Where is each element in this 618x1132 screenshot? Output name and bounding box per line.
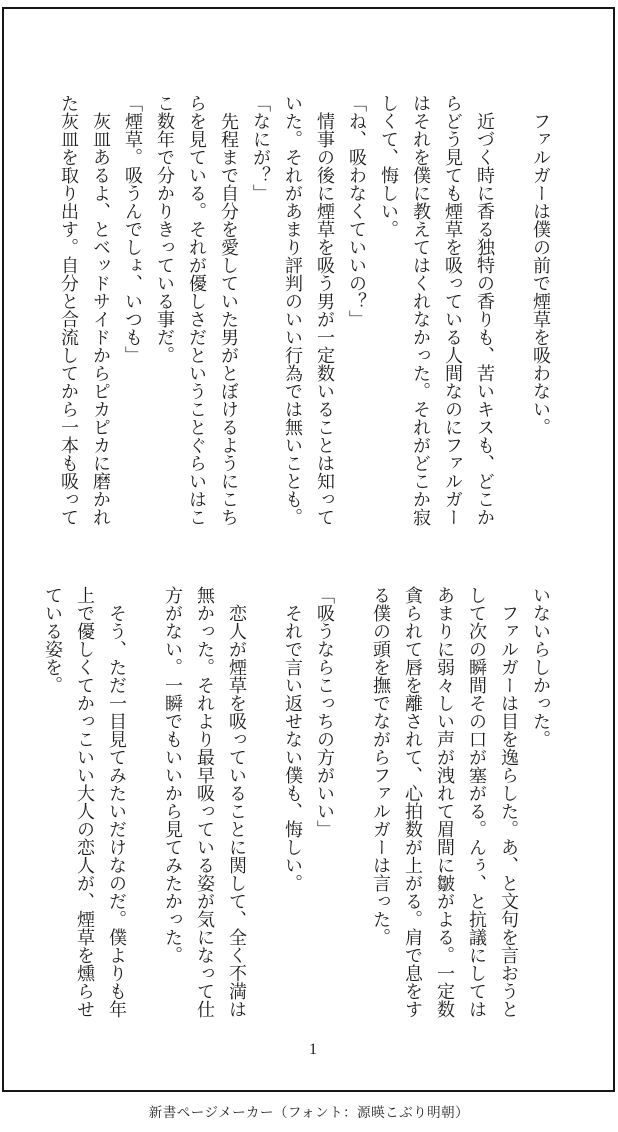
blank-line [341,586,365,1018]
paragraph: 「なにが？」 [251,94,271,202]
footer-caption: 新書ページメーカー（フォント：源暎こぶり明朝） [148,1105,470,1120]
paragraph: そう、ただ一目見てみたいだけなのだ。僕よりも年上で優しくてかっこいい大人の恋人が、煙草を燻らせている姿を。 [43,586,127,1018]
blank-line [133,586,157,1018]
paragraph: 「ね、吸わなくていいの？」 [347,94,367,328]
paragraph: 灰皿あるよ、とベッドサイドからピカピカに磨かれた灰皿を取り出す。自分と合流してから一本も吸って [59,94,111,526]
blank-line [253,586,277,1018]
paragraph: 先程まで自分を愛していた男がとぼけるようにこちらを見ている。それが優しさだということぐらいはここ数年で分かりきっている事だ。 [155,94,239,526]
page-number: 1 [309,1041,317,1058]
text-band-upper [53,94,557,526]
paragraph: 近づく時に香る独特の香りも、苦いキスも、どこからどう見ても煙草を吸っている人間なのにファルガーはそれを僕に教えてはくれなかった。それがどこか寂しくて、悔しい。 [379,94,495,526]
paragraph: いないらしかった。 [531,586,551,748]
paragraph: それで言い返せない僕も、悔しい。 [283,604,303,892]
paragraph: 情事の後に煙草を吸う男が一定数いることは知っていた。それがあまり評判のいい行為では無いことも。 [283,94,335,526]
paragraph: 「吸うならこっちの方がいい」 [315,586,335,838]
paragraph: ファルガーは目を逸らした。あ、と文句を言おうとして次の瞬間その口が塞がる。んぅ、と抗議にしてはあまりに弱々しい声が洩れて眉間に皺がよる。一定数貪られて唇を離されて、心拍数が上がる。肩で息をする僕の頭を撫でながらファルガーは言った。 [371,586,519,1018]
paragraph: 「煙草。吸うんでしょ、いつも」 [123,94,143,364]
paragraph: ファルガーは僕の前で煙草を吸わない。 [531,112,551,436]
blank-line [501,94,525,526]
page-border-frame [2,7,615,1092]
text-band-lower [37,586,557,1018]
paragraph: 恋人が煙草を吸っていることに関して、全く不満は無かった。それより最早吸っている姿が気になって仕方がない。一瞬でもいいから見てみたかった。 [163,586,247,1018]
